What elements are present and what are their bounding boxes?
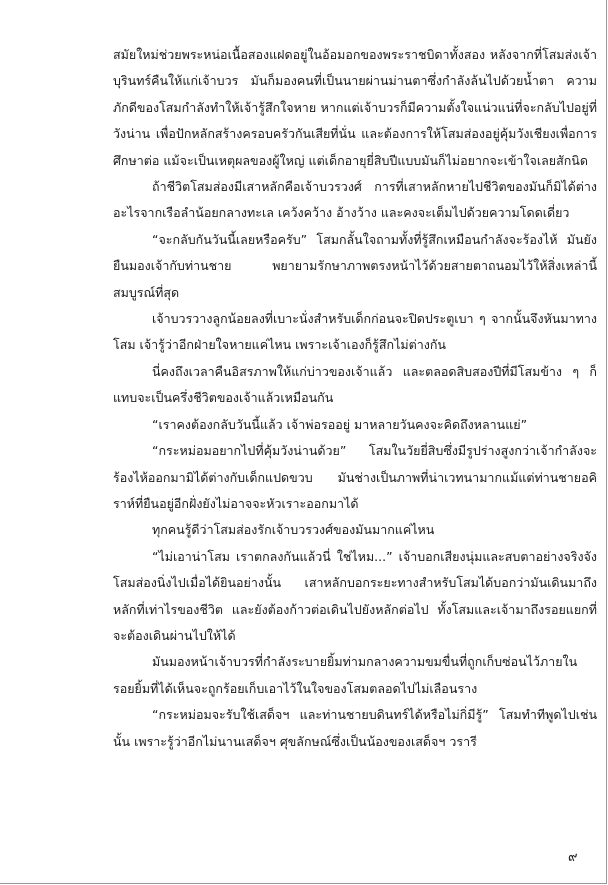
paragraph: สมัยใหม่ช่วยพระหน่อเนื้อสองแฝดอยู่ในอ้อมอกของพระราชบิดาทั้งสอง หลังจากที่โสมส่งเจ้าบุรินทร์คืนให้แก่เจ้าบวร มันก็มองคนที่เป็นนายผ่านม่านตาซึ่งกำลังล้นไปด้วยน้ำตา ความภักดีของโสมกำลังทำให้เจ้ารู้สึกใจหาย หากแต่เจ้าบวรก็มีความตั้งใจแน่วแน่ที่จะกลับไปอยู่ที่วังน่าน เพื่อปักหลักสร้างครอบครัวกันเสียที่นั่น และต้องการให้โสมส่องอยู่คุ้มวังเชียงเพื่อการศึกษาต่อ แม้จะเป็นเหตุผลของผู้ใหญ่ แต่เด็กอายุยี่สิบปีแบบมันก็ไม่อยากจะเข้าใจเลยสักนิด [113, 47, 597, 168]
paragraph: เจ้าบวรวางลูกน้อยลงที่เบาะนั่งสำหรับเด็กก่อนจะปิดประตูเบา ๆ จากนั้นจึงหันมาทางโสม เจ้ารู้ว่าอีกฝ่ายใจหายแค่ไหน เพราะเจ้าเองก็รู้สึกไม่ต่างกัน [113, 311, 597, 353]
page-number: ๙ [568, 850, 578, 865]
paragraph: “เราคงต้องกลับวันนี้แล้ว เจ้าพ่อรออยู่ มาหลายวันคงจะคิดถึงหลานแย่” [152, 416, 528, 432]
paragraph: “จะกลับกันวันนี้เลยหรือครับ” โสมกลั้นใจถามทั้งที่รู้สึกเหมือนกำลังจะร้องไห้ มันยังยืนมองเจ้ากับท่านชาย พยายามรักษาภาพตรงหน้าไว้ด้วยสายตาถนอมไว้ให้สิ่งเหล่านี้สมบูรณ์ที่สุด [113, 231, 597, 300]
paragraph: “ไม่เอาน่าโสม เราตกลงกันแล้วนี่ ใช่ไหม...” เจ้าบอกเสียงนุ่มและสบตาอย่างจริงจัง โสมส่องนิ่งไปเมื่อได้ยินอย่างนั้น เสาหลักบอกระยะทางสำหรับโสมได้บอกว่ามันเดินมาถึงหลักที่เท่าไรของชีวิต และยังต้องก้าวต่อเดินไปยังหลักต่อไป ทั้งโสมและเจ้ามาถึงรอยแยกที่จะต้องเดินผ่านไปให้ได้ [113, 548, 597, 643]
paragraph: มันมองหน้าเจ้าบวรที่กำลังระบายยิ้มท่ามกลางความขมขื่นที่ถูกเก็บซ่อนไว้ภายใน รอยยิ้มที่ได้เห็นจะถูกร้อยเก็บเอาไว้ในใจของโสมตลอดไปไม่เลือนราง [113, 654, 578, 696]
paragraph: “กระหม่อมอยากไปที่คุ้มวังน่านด้วย” โสมในวัยยี่สิบซึ่งมีรูปร่างสูงกว่าเจ้ากำลังจะร้องไห้ออกมามิได้ต่างกับเด็กแปดขวบ มันช่างเป็นภาพที่น่าเวทนามากแม้แต่ท่านชายอคิราห์ที่ยืนอยู่อีกฝั่งยังไม่อาจจะหัวเราะออกมาได้ [113, 443, 597, 511]
paragraph: ทุกคนรู้ดีว่าโสมส่องรักเจ้าบวรวงศ์ของมันมากแค่ไหน [152, 522, 435, 538]
body-text [113, 42, 597, 755]
paragraph: ถ้าชีวิตโสมส่องมีเสาหลักคือเจ้าบวรวงศ์ การที่เสาหลักหายไปชีวิตของมันก็มิได้ต่างอะไรจากเรือลำน้อยกลางทะเล เคว้งคว้าง อ้างว้าง และคงจะเต็มไปด้วยความโดดเดี่ยว [113, 179, 597, 221]
paragraph: นี่คงถึงเวลาคืนอิสรภาพให้แก่บ่าวของเจ้าแล้ว และตลอดสิบสองปีที่มีโสมข้าง ๆ ก็แทบจะเป็นครึ่งชีวิตของเจ้าแล้วเหมือนกัน [113, 363, 597, 406]
paragraph: “กระหม่อมจะรับใช้เสด็จฯ และท่านชายบดินทร์ได้หรือไม่กิ่มีรู้” โสมทำทีพูดไปเช่นนั้น เพราะรู้ว่าอีกไม่นานเสด็จฯ ศุขลักษณ์ซึ่งเป็นน้องของเสด็จฯ วรารี [113, 707, 597, 749]
